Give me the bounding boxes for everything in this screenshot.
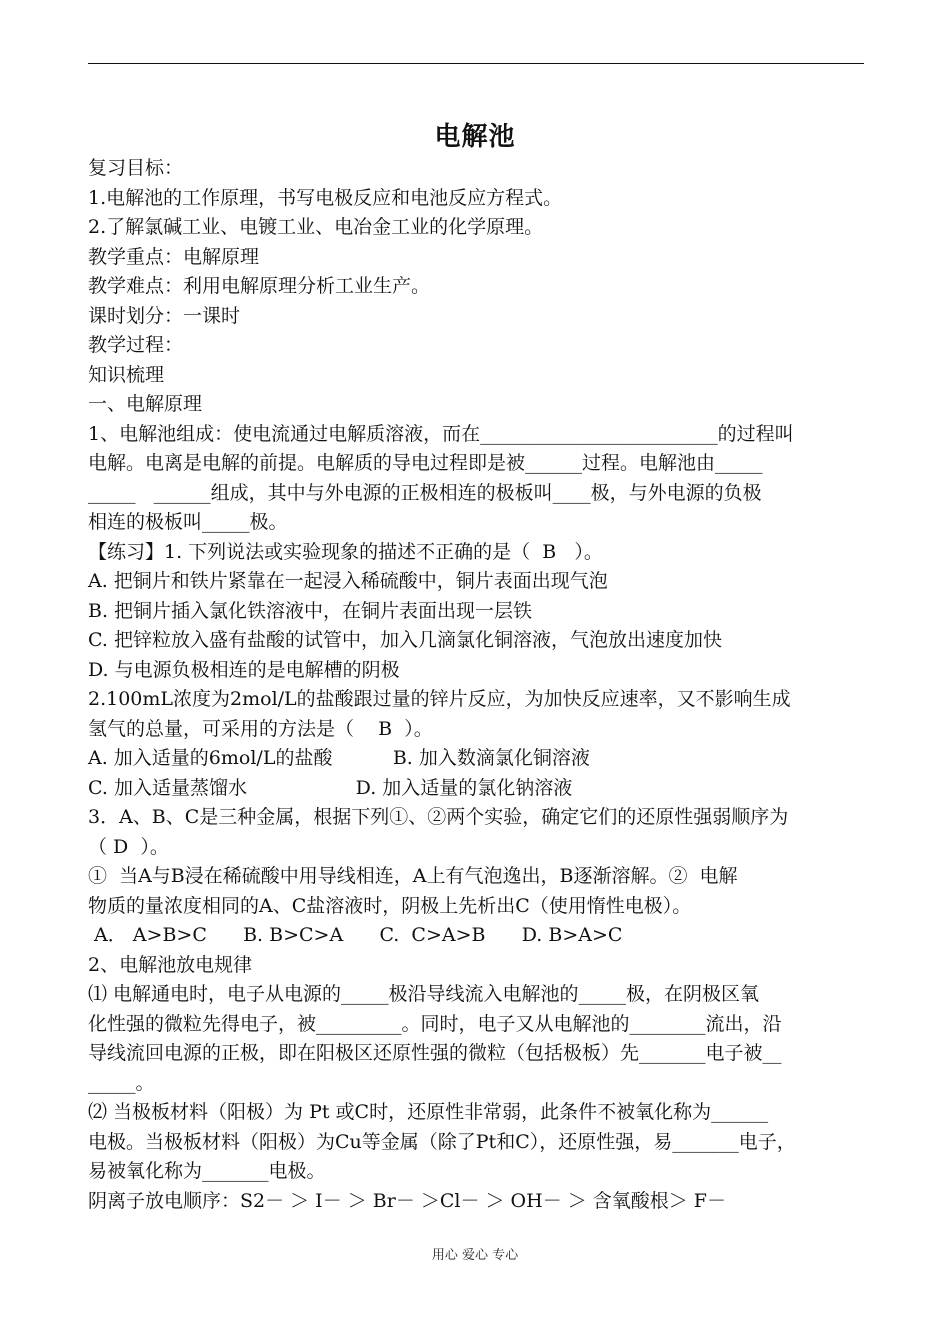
- text-line: _____ ______组成，其中与外电源的正极相连的极板叫____极，与外电源的负极: [88, 481, 762, 504]
- text-line: 2.了解氯碱工业、电镀工业、电冶金工业的化学原理。: [88, 216, 544, 238]
- text-line: A. 加入适量的6mol/L的盐酸 B. 加入数滴氯化铜溶液: [88, 747, 590, 769]
- text-line: 课时划分：一课时: [88, 304, 241, 327]
- document-body: [88, 154, 868, 1216]
- text-line: C. 把锌粒放入盛有盐酸的试管中，加入几滴氯化铜溶液，气泡放出速度加快: [88, 629, 722, 651]
- text-line: _____。: [88, 1071, 155, 1094]
- text-line: 易被氧化称为_______电极。: [88, 1160, 326, 1182]
- text-line: 导线流回电源的正极，即在阳极区还原性强的微粒（包括极板）先_______电子被__: [88, 1042, 782, 1064]
- text-line: A． A>B>C B. B>C>A C. C>A>B D. B>A>C: [88, 924, 623, 946]
- text-line: 教学重点：电解原理: [88, 245, 260, 268]
- text-line: 3．A、B、C是三种金属，根据下列①、②两个实验，确定它们的还原性强弱顺序为: [88, 806, 789, 828]
- page-footer: 用心 爱心 专心: [431, 1248, 519, 1263]
- text-line: 2、电解池放电规律: [88, 953, 253, 976]
- text-line: 化性强的微粒先得电子，被_________。同时，电子又从电解池的________流出，沿: [88, 1012, 782, 1035]
- text-line: 1.电解池的工作原理，书写电极反应和电池反应方程式。: [88, 186, 563, 209]
- text-line: 复习目标：: [88, 157, 184, 179]
- text-line: 1、电解池组成：使电流通过电解质溶液，而在_________________________的过程叫: [88, 422, 794, 445]
- page-title: 电解池: [434, 122, 516, 152]
- text-line: B. 把铜片插入氯化铁溶液中，在铜片表面出现一层铁: [88, 599, 533, 622]
- text-line: 氢气的总量，可采用的方法是（ B ）。: [88, 717, 433, 740]
- text-line: 物质的量浓度相同的A、C盐溶液时，阴极上先析出C（使用惰性电极）。: [88, 894, 692, 917]
- text-line: 一、电解原理: [88, 393, 203, 415]
- text-line: ① 当A与B浸在稀硫酸中用导线相连，A上有气泡逸出，B逐渐溶解。② 电解: [88, 865, 738, 887]
- text-line: 【练习】1. 下列说法或实验现象的描述不正确的是（ B ）。: [88, 540, 603, 563]
- text-line: （ D ）。: [88, 835, 169, 858]
- text-line: 知识梳理: [88, 363, 165, 386]
- text-line: 电极。当极板材料（阳极）为Cu等金属（除了Pt和C），还原性强，易_______电子，: [88, 1130, 796, 1153]
- text-line: C. 加入适量蒸馏水 D. 加入适量的氯化钠溶液: [88, 776, 573, 799]
- text-line: ⑴ 电解通电时，电子从电源的_____极沿导线流入电解池的_____极，在阴极区氧: [88, 983, 760, 1005]
- text-line: ⑵ 当极板材料（阳极）为 Pt 或C时，还原性非常弱，此条件不被氧化称为______: [88, 1101, 769, 1123]
- text-line: 相连的极板叫_____极。: [88, 511, 288, 533]
- text-line: 教学过程：: [88, 334, 184, 356]
- text-line: A. 把铜片和铁片紧靠在一起浸入稀硫酸中，铜片表面出现气泡: [88, 570, 608, 592]
- header-rule: [88, 63, 864, 64]
- text-line: 电解。电离是电解的前提。电解质的导电过程即是被______过程。电解池由_____: [88, 452, 763, 474]
- text-line: D. 与电源负极相连的是电解槽的阴极: [88, 658, 400, 681]
- text-line: 2.100mL浓度为2mol/L的盐酸跟过量的锌片反应，为加快反应速率，又不影响生成: [88, 688, 791, 710]
- text-line: 阴离子放电顺序：S2－ ＞ I－ ＞ Br－ ＞Cl－ ＞ OH－ ＞ 含氧酸根＞ F－: [88, 1189, 726, 1212]
- text-line: 教学难点：利用电解原理分析工业生产。: [88, 275, 431, 297]
